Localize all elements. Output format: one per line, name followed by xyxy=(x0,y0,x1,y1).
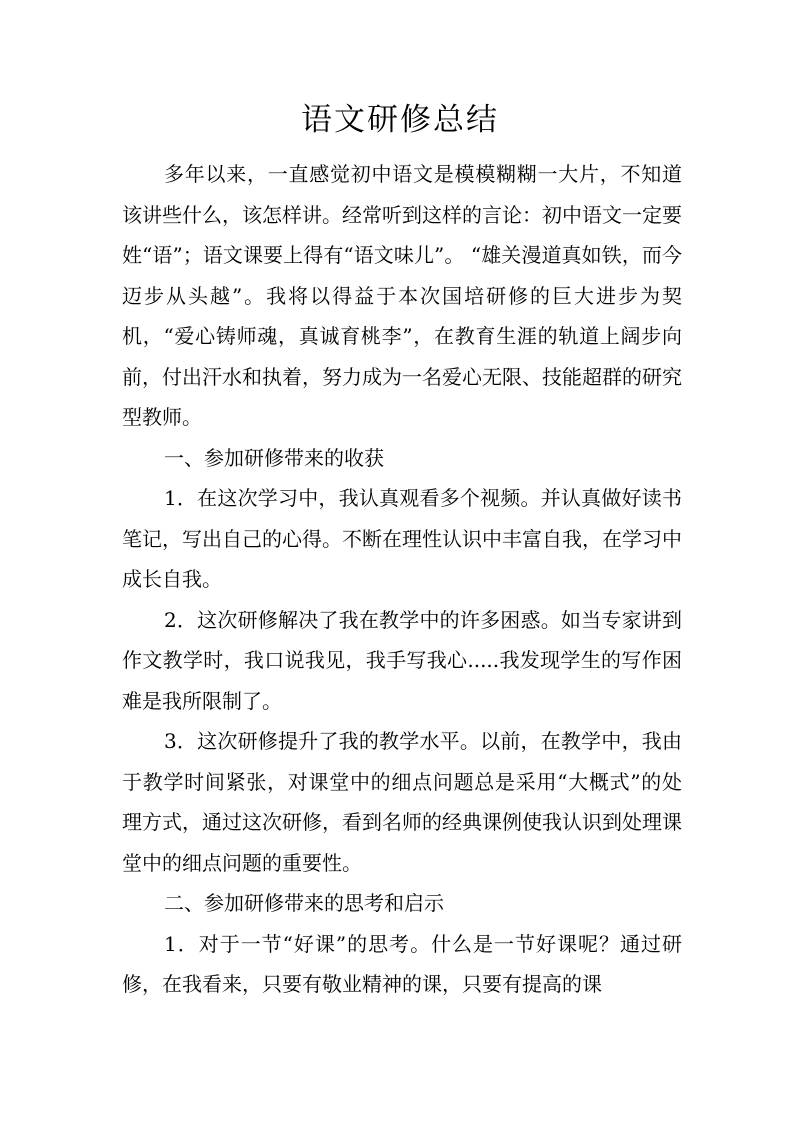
section-heading-reflections: 二、参加研修带来的思考和启示 xyxy=(164,891,444,915)
gains-item-3: 3．这次研修提升了我的教学水平。以前，在教学中，我由于教学时间紧张，对课堂中的细点问题总是采用“大概式”的处理方式，通过这次研修，看到名师的经典课例使我认识到处理课堂中的细点问题的重要性。 xyxy=(122,729,682,875)
document-title: 语文研修总结 xyxy=(301,102,499,138)
gains-item-1: 1．在这次学习中，我认真观看多个视频。并认真做好读书笔记，写出自己的心得。不断在理性认识中丰富自我，在学习中成长自我。 xyxy=(122,486,682,591)
document-body xyxy=(122,154,682,1005)
reflections-item-1: 1．对于一节“好课”的思考。什么是一节好课呢？通过研修，在我看来，只要有敬业精神的课，只要有提高的课 xyxy=(122,931,682,996)
intro-paragraph: 多年以来，一直感觉初中语文是模模糊糊一大片，不知道该讲些什么，该怎样讲。经常听到这样的言论：初中语文一定要姓“语”；语文课要上得有“语文味儿”。 “雄关漫道真如铁，而今迈步从头越”。我将以得益于本次国培研修的巨大进步为契机，“爱心铸师魂，真诚育桃李”，在教育生涯的轨道上阔步向前，付出汗水和执着，努力成为一名爱心无限、技能超群的研究型教师。 xyxy=(122,162,682,429)
section-heading-gains: 一、参加研修带来的收获 xyxy=(164,445,384,470)
gains-item-2: 2．这次研修解决了我在教学中的许多困惑。如当专家讲到作文教学时，我口说我见，我手写我心.....我发现学生的写作困难是我所限制了。 xyxy=(122,607,682,713)
